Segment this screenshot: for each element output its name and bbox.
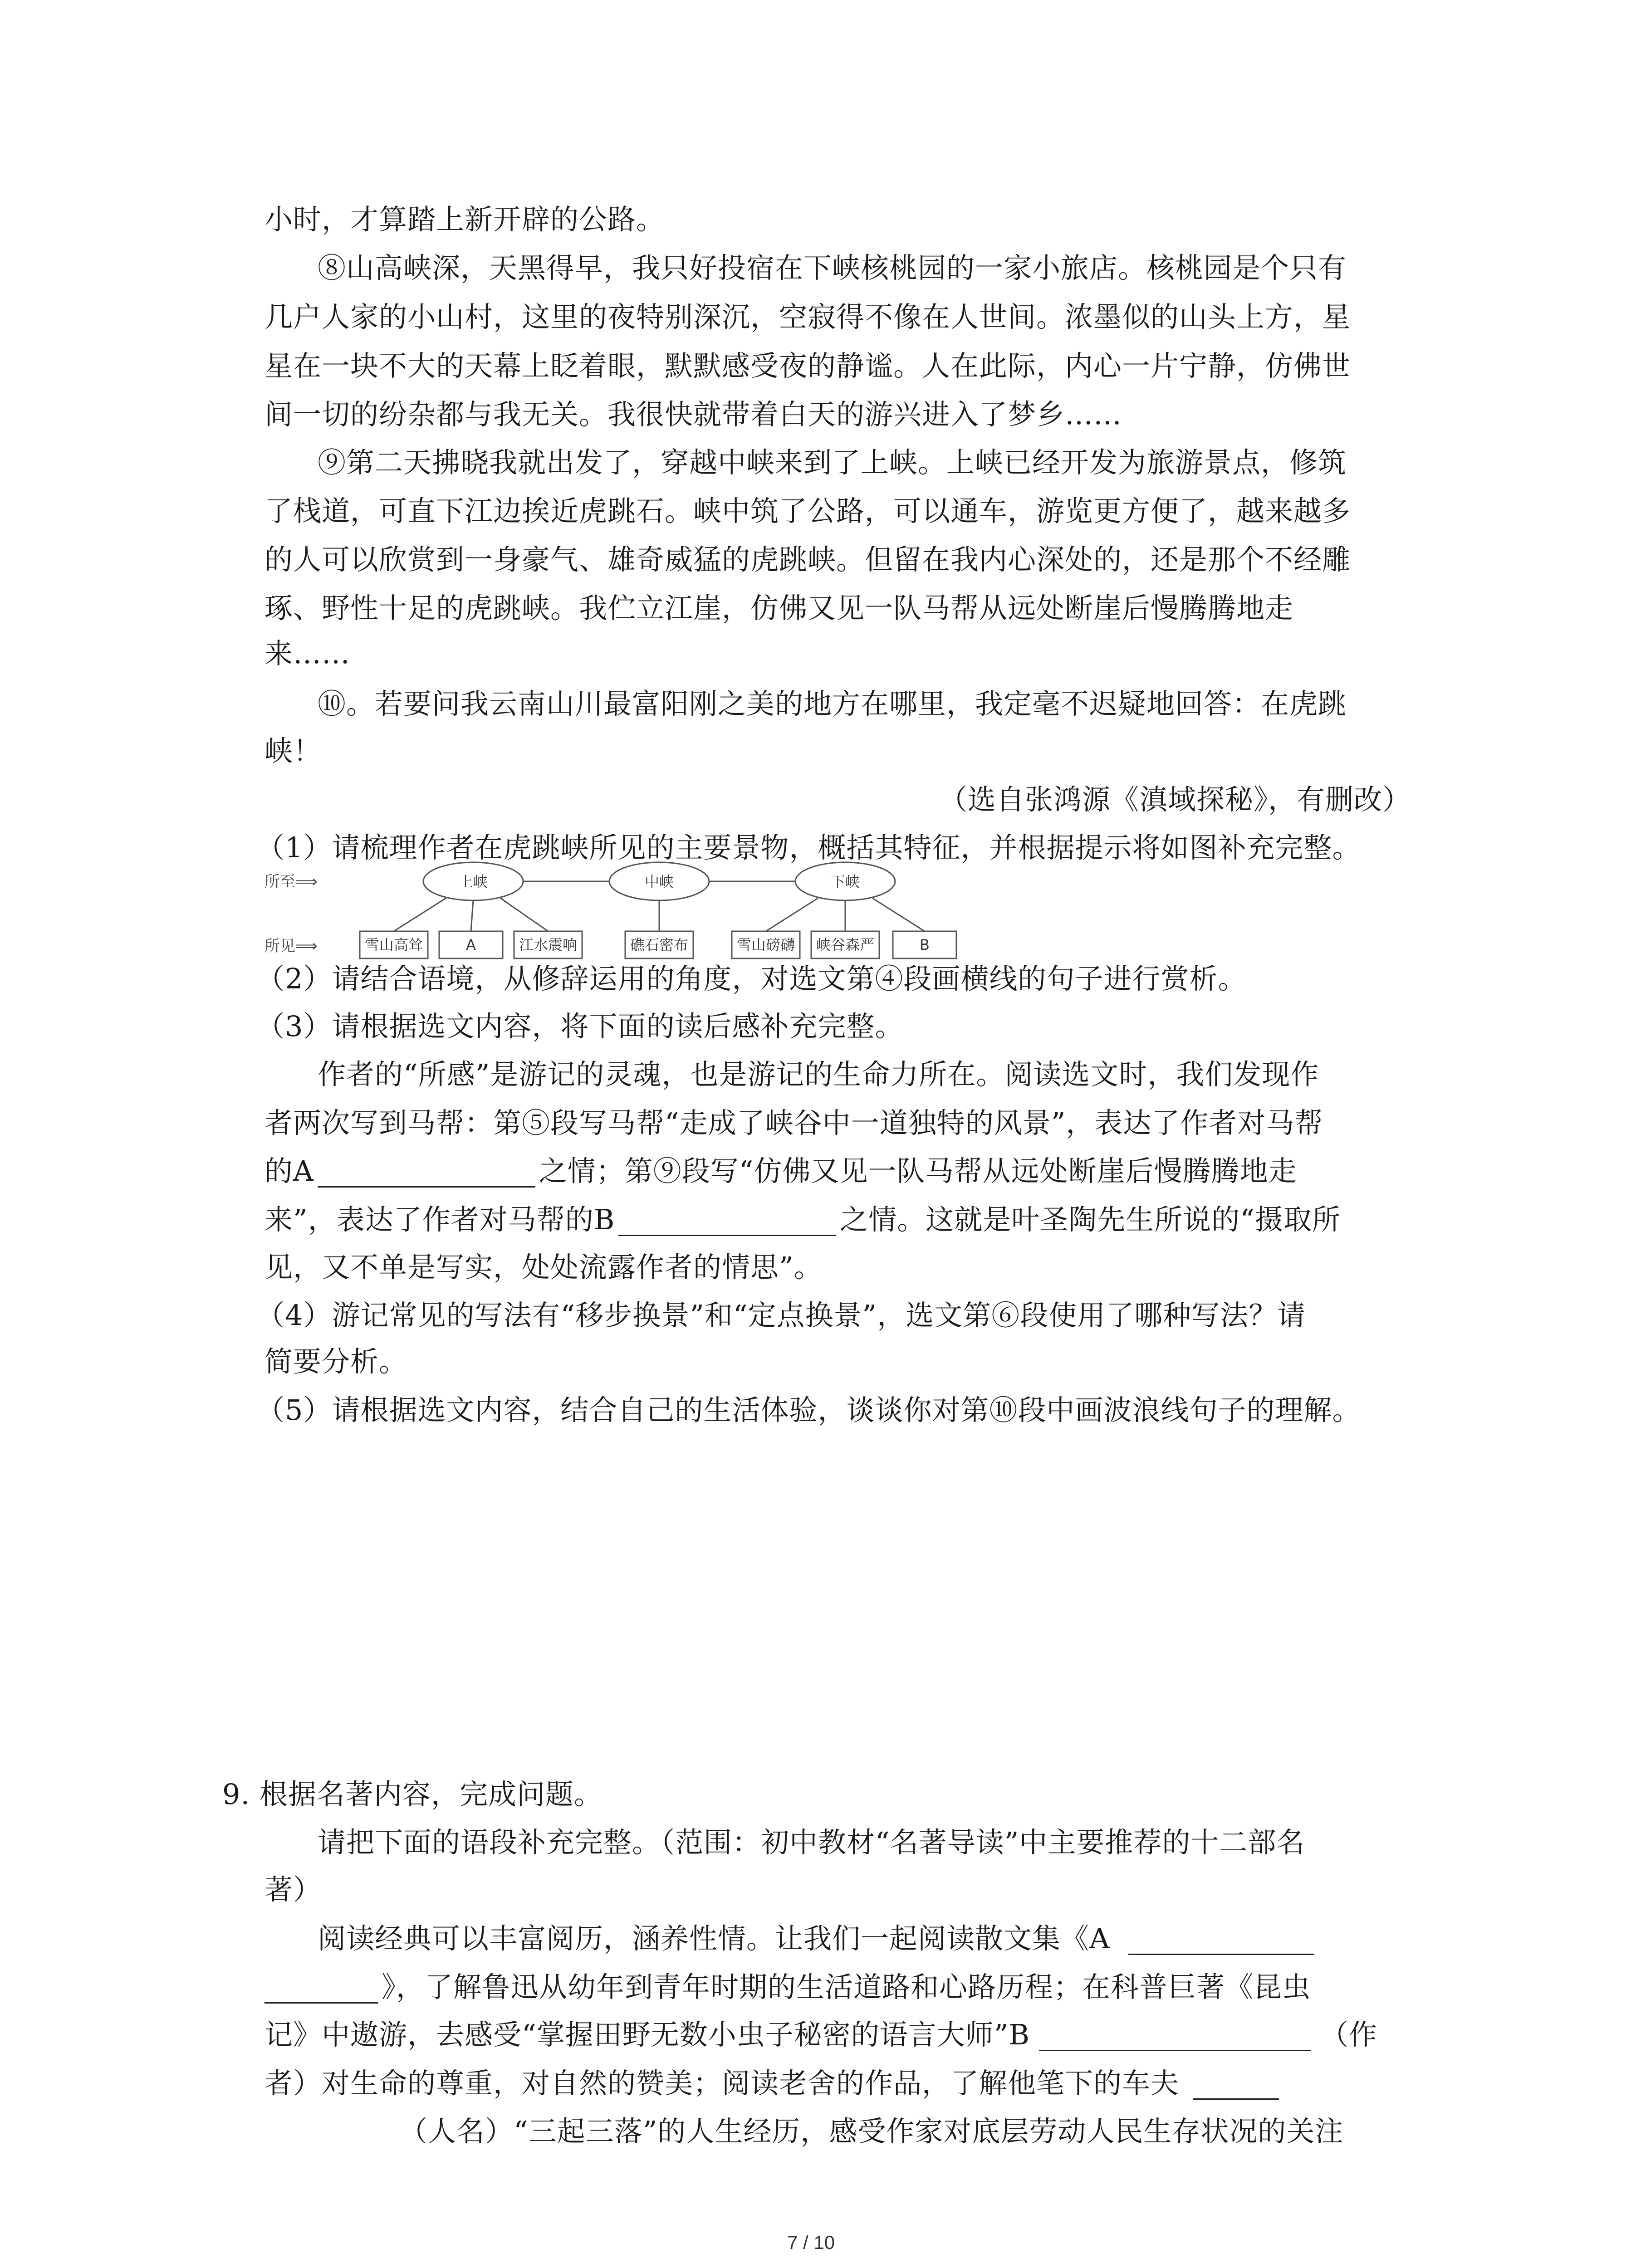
question-2: （2）请结合语境，从修辞运用的角度，对选文第④段画横线的句子进行赏析。 [256, 962, 1247, 995]
answer-blank-9c[interactable] [1193, 2071, 1279, 2100]
box-b-label: B [920, 936, 930, 953]
q9-intro-line: 著） [265, 1873, 322, 1906]
q9-text-line [265, 2019, 1377, 2051]
q3-text-line [265, 1155, 1297, 1188]
passage-line: 来…… [265, 637, 351, 670]
q9-intro-line: 请把下面的语段补充完整。（范围：初中教材“名著导读”中主要推荐的十二部名 [318, 1826, 1305, 1859]
row-label-seen: 所见⟹ [265, 937, 318, 955]
q9-text-line [318, 1922, 1314, 1955]
q3-text-line [265, 1203, 1341, 1236]
box-river-roar-label: 江水震响 [519, 936, 578, 953]
passage-line: 间一切的纷杂都与我无关。我很快就带着白天的游兴进入了梦乡…… [265, 398, 1122, 431]
passage-line: ⑩。若要问我云南山川最富阳刚之美的地方在哪里，我定毫不迟疑地回答：在虎跳 [318, 687, 1347, 720]
question-4: （4）游记常见的写法有“移步换景”和“定点换景”，选文第⑥段使用了哪种写法？请 [256, 1299, 1306, 1332]
answer-blank-9a[interactable] [1128, 1926, 1314, 1955]
q9-line1-a: 阅读经典可以丰富阅历，涵养性情。让我们一起阅读散文集《A [318, 1922, 1110, 1955]
passage-line: 了栈道，可直下江边挨近虎跳石。峡中筑了公路，可以通车，游览更方便了，越来越多 [265, 494, 1351, 528]
q9-line2: 》，了解鲁迅从幼年到青年时期的生活道路和心路历程；在科普巨著《昆虫 [382, 1970, 1311, 2004]
box-snow-peaks-label: 雪山高耸 [364, 936, 423, 953]
passage-line: 的人可以欣赏到一身豪气、雄奇威猛的虎跳峡。但留在我内心深处的，还是那个不经雕 [265, 543, 1351, 576]
passage-line: 几户人家的小山村，这里的夜特别深沉，空寂得不像在人世间。浓墨似的山头上方，星 [265, 300, 1351, 333]
q9-line3-b: （作 [1320, 2018, 1377, 2051]
q3-line3-b: 之情；第⑨段写“仿佛又见一队马帮从远处断崖后慢腾腾地走 [539, 1154, 1297, 1188]
q3-text-line: 作者的“所感”是游记的灵魂，也是游记的生命力所在。阅读选文时，我们发现作 [318, 1058, 1319, 1091]
q3-line3-a: 的A [265, 1154, 314, 1188]
answer-blank-9a-cont[interactable] [265, 1975, 378, 2004]
row-label-arrived: 所至⟹ [265, 873, 318, 891]
branch [471, 900, 473, 931]
question-5: （5）请根据选文内容，结合自己的生活体验，谈谈你对第⑩段中画波浪线句子的理解。 [256, 1393, 1361, 1427]
question-9-title: 9. 根据名著内容，完成问题。 [222, 1778, 603, 1811]
branch [766, 898, 818, 931]
box-snow-majestic-label: 雪山磅礴 [736, 936, 795, 953]
q3-text-line: 者两次写到马帮：第⑤段写马帮“走成了峡谷中一道独特的风景”，表达了作者对马帮 [265, 1106, 1323, 1139]
node-lower-gorge-label: 下峡 [830, 873, 860, 890]
q9-text-line [265, 1971, 1311, 2004]
q3-line4-a: 来”，表达了作者对马帮的B [265, 1203, 615, 1236]
branch [500, 898, 548, 931]
answer-blank-9b[interactable] [1039, 2023, 1311, 2051]
q9-line3-a: 记》中遨游，去感受“掌握田野无数小虫子秘密的语言大师”B [265, 2018, 1030, 2051]
branch [394, 898, 446, 931]
q3-line4-b: 之情。这就是叶圣陶先生所说的“摄取所 [840, 1203, 1341, 1236]
answer-blank-b[interactable] [618, 1207, 836, 1236]
question-4-cont: 简要分析。 [265, 1345, 408, 1378]
passage-line: 峡！ [265, 734, 322, 767]
q9-text-line: （人名）“三起三落”的人生经历，感受作家对底层劳动人民生存状况的关注 [399, 2115, 1344, 2148]
box-gorge-stern-label: 峡谷森严 [816, 936, 875, 953]
answer-blank-a[interactable] [318, 1159, 535, 1188]
question-1: （1）请梳理作者在虎跳峡所见的主要景物，概括其特征，并根据提示将如图补充完整。 [256, 831, 1361, 864]
node-middle-gorge-label: 中峡 [644, 873, 674, 890]
passage-line: ⑨第二天拂晓我就出发了，穿越中峡来到了上峡。上峡已经开发为旅游景点，修筑 [318, 446, 1347, 479]
box-reefs-label: 礁石密布 [630, 936, 689, 953]
passage-line: 琢、野性十足的虎跳峡。我伫立江崖，仿佛又见一队马帮从远处断崖后慢腾腾地走 [265, 591, 1294, 625]
q3-text-line: 见，又不单是写实，处处流露作者的情思”。 [265, 1251, 823, 1284]
scenery-diagram [265, 855, 999, 964]
passage-line: 小时，才算踏上新开辟的公路。 [265, 203, 665, 236]
box-a-label: A [466, 936, 476, 953]
passage-source: （选自张鸿源《滇域探秘》，有删改） [939, 783, 1411, 816]
page-number: 7 / 10 [787, 2232, 835, 2253]
question-3: （3）请根据选文内容，将下面的读后感补充完整。 [256, 1010, 904, 1043]
q9-line4-a: 者）对生命的尊重，对自然的赞美；阅读老舍的作品，了解他笔下的车夫 [265, 2067, 1180, 2100]
passage-line: ⑧山高峡深，天黑得早，我只好投宿在下峡核桃园的一家小旅店。核桃园是个只有 [318, 251, 1347, 284]
q9-text-line [265, 2067, 1279, 2100]
branch [872, 898, 925, 931]
passage-line: 星在一块不大的天幕上眨着眼，默默感受夜的静谧。人在此际，内心一片宁静，仿佛世 [265, 349, 1351, 382]
node-upper-gorge-label: 上峡 [458, 873, 488, 890]
